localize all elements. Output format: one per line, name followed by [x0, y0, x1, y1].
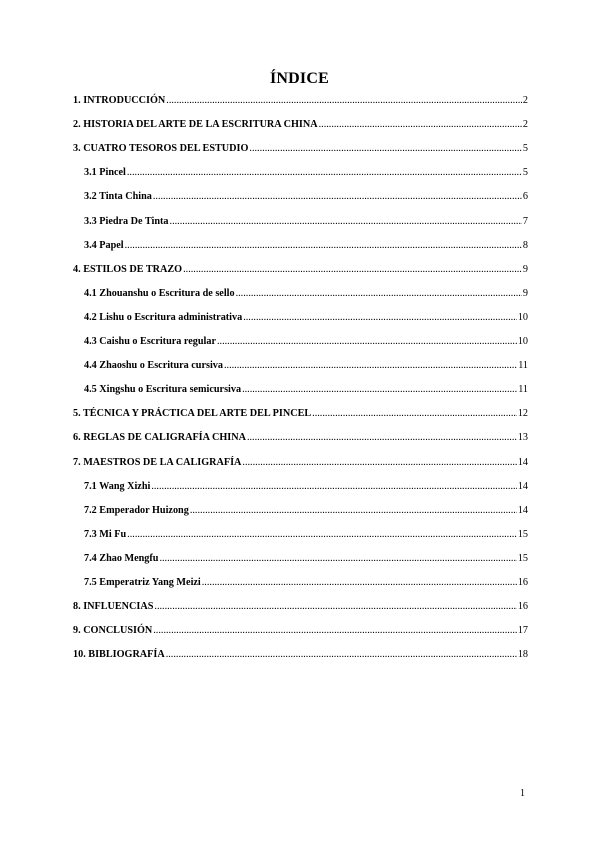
toc-entry-label: 7.4 Zhao Mengfu — [84, 552, 159, 564]
toc-entry-page: 10 — [517, 336, 528, 347]
toc-entry[interactable] — [84, 287, 528, 300]
toc-dot-leader — [236, 287, 522, 300]
toc-dot-leader — [153, 190, 522, 203]
toc-dot-leader — [247, 431, 517, 444]
toc-entry[interactable] — [73, 648, 528, 661]
toc-entry-label: 4. ESTILOS DE TRAZO — [73, 263, 183, 275]
toc-entry-label: 7.5 Emperatriz Yang Meizi — [84, 577, 201, 588]
toc-entry[interactable] — [84, 552, 528, 565]
toc-entry[interactable] — [73, 142, 528, 155]
page-number: 1 — [520, 788, 525, 799]
toc-entry[interactable] — [84, 383, 528, 396]
toc-entry-page: 17 — [517, 625, 528, 637]
toc-dot-leader — [159, 552, 516, 565]
toc-entry-page: 9 — [522, 287, 528, 299]
toc-dot-leader — [170, 215, 522, 228]
page-title: ÍNDICE — [270, 70, 329, 87]
toc-entry-label: 10. BIBLIOGRAFÍA — [73, 649, 165, 661]
toc-entry-label: 3.2 Tinta China — [84, 191, 152, 203]
toc-entry-label: 3. CUATRO TESOROS DEL ESTUDIO — [73, 143, 249, 155]
toc-entry-page: 10 — [517, 311, 528, 323]
toc-entry-page: 5 — [522, 167, 528, 179]
toc-entry[interactable] — [84, 166, 528, 179]
toc-entry-page: 13 — [517, 432, 528, 444]
toc-dot-leader — [312, 407, 517, 420]
toc-dot-leader — [224, 359, 517, 372]
toc-entry-label: 4.3 Caishu o Escritura regular — [84, 336, 216, 347]
toc-dot-leader — [154, 600, 516, 613]
toc-entry-page: 7 — [522, 215, 528, 227]
toc-entry-label: 4.1 Zhouanshu o Escritura de sello — [84, 287, 235, 299]
toc-entry-page: 2 — [522, 119, 528, 131]
toc-dot-leader — [243, 311, 517, 324]
toc-dot-leader — [125, 239, 522, 252]
toc-entry[interactable] — [73, 263, 528, 276]
toc-entry[interactable] — [73, 431, 528, 444]
toc-dot-leader — [319, 118, 522, 131]
toc-entry-label: 7.2 Emperador Huizong — [84, 504, 189, 516]
toc-entry-page: 16 — [517, 577, 528, 588]
toc-entry[interactable] — [73, 600, 528, 613]
toc-entry[interactable] — [73, 407, 528, 420]
toc-entry-label: 8. INFLUENCIAS — [73, 601, 154, 613]
toc-entry-page: 15 — [517, 528, 528, 540]
toc-entry[interactable] — [84, 504, 528, 517]
toc-entry-label: 7. MAESTROS DE LA CALIGRAFÍA — [73, 456, 242, 468]
toc-entry-label: 4.5 Xingshu o Escritura semicursiva — [84, 384, 242, 396]
toc-entry-page: 6 — [522, 191, 528, 203]
toc-dot-leader — [127, 528, 517, 541]
toc-entry[interactable] — [73, 456, 528, 469]
toc-entry-label: 3.4 Papel — [84, 239, 124, 251]
toc-entry[interactable] — [73, 94, 528, 107]
toc-entry-page: 9 — [522, 263, 528, 275]
toc-entry-page: 11 — [518, 384, 528, 396]
toc-entry-page: 8 — [522, 239, 528, 251]
toc-entry[interactable] — [84, 239, 528, 252]
toc-entry-page: 2 — [522, 95, 528, 106]
toc-dot-leader — [190, 504, 517, 517]
toc-dot-leader — [166, 94, 522, 107]
toc-entry[interactable] — [73, 624, 528, 637]
toc-entry[interactable] — [84, 359, 528, 372]
toc-dot-leader — [166, 648, 517, 661]
toc-entry-label: 4.2 Lishu o Escritura administrativa — [84, 311, 243, 323]
toc-entry-label: 3.3 Piedra De Tinta — [84, 215, 169, 227]
toc-dot-leader — [242, 456, 516, 469]
toc-entry-page: 5 — [522, 143, 528, 155]
toc-entry-label: 7.1 Wang Xizhi — [84, 480, 151, 492]
toc-entry-label: 9. CONCLUSIÓN — [73, 625, 153, 637]
toc-entry[interactable] — [84, 528, 528, 541]
toc-entry-label: 1. INTRODUCCIÓN — [73, 95, 166, 106]
toc-entry-page: 16 — [517, 601, 528, 613]
toc-entry[interactable] — [84, 480, 528, 493]
toc-entry-label: 3.1 Pincel — [84, 167, 126, 179]
toc-entry-page: 15 — [517, 552, 528, 564]
toc-entry-label: 4.4 Zhaoshu o Escritura cursiva — [84, 360, 223, 372]
toc-entry[interactable] — [84, 215, 528, 228]
toc-dot-leader — [127, 166, 522, 179]
toc-entry-label: 7.3 Mi Fu — [84, 528, 127, 540]
toc-entry[interactable] — [84, 335, 528, 348]
toc-dot-leader — [183, 263, 522, 276]
toc-dot-leader — [217, 335, 517, 348]
toc-entry[interactable] — [84, 576, 528, 589]
toc-dot-leader — [151, 480, 516, 493]
toc-dot-leader — [249, 142, 522, 155]
toc-entry-page: 12 — [517, 408, 528, 420]
toc-entry-label: 2. HISTORIA DEL ARTE DE LA ESCRITURA CHINA — [73, 119, 318, 131]
toc-dot-leader — [153, 624, 517, 637]
toc-entry[interactable] — [84, 311, 528, 324]
toc-entry-page: 18 — [517, 649, 528, 661]
toc-entry-page: 14 — [517, 480, 528, 492]
toc-entry-page: 14 — [517, 504, 528, 516]
toc-entry-page: 11 — [518, 360, 528, 372]
toc-entry-page: 14 — [517, 456, 528, 468]
toc-entry-label: 5. TÉCNICA Y PRÁCTICA DEL ARTE DEL PINCEL — [73, 408, 312, 420]
toc-dot-leader — [242, 383, 517, 396]
toc-dot-leader — [202, 576, 517, 589]
toc-entry-label: 6. REGLAS DE CALIGRAFÍA CHINA — [73, 432, 246, 444]
toc-entry[interactable] — [84, 190, 528, 203]
toc-entry[interactable] — [73, 118, 528, 131]
